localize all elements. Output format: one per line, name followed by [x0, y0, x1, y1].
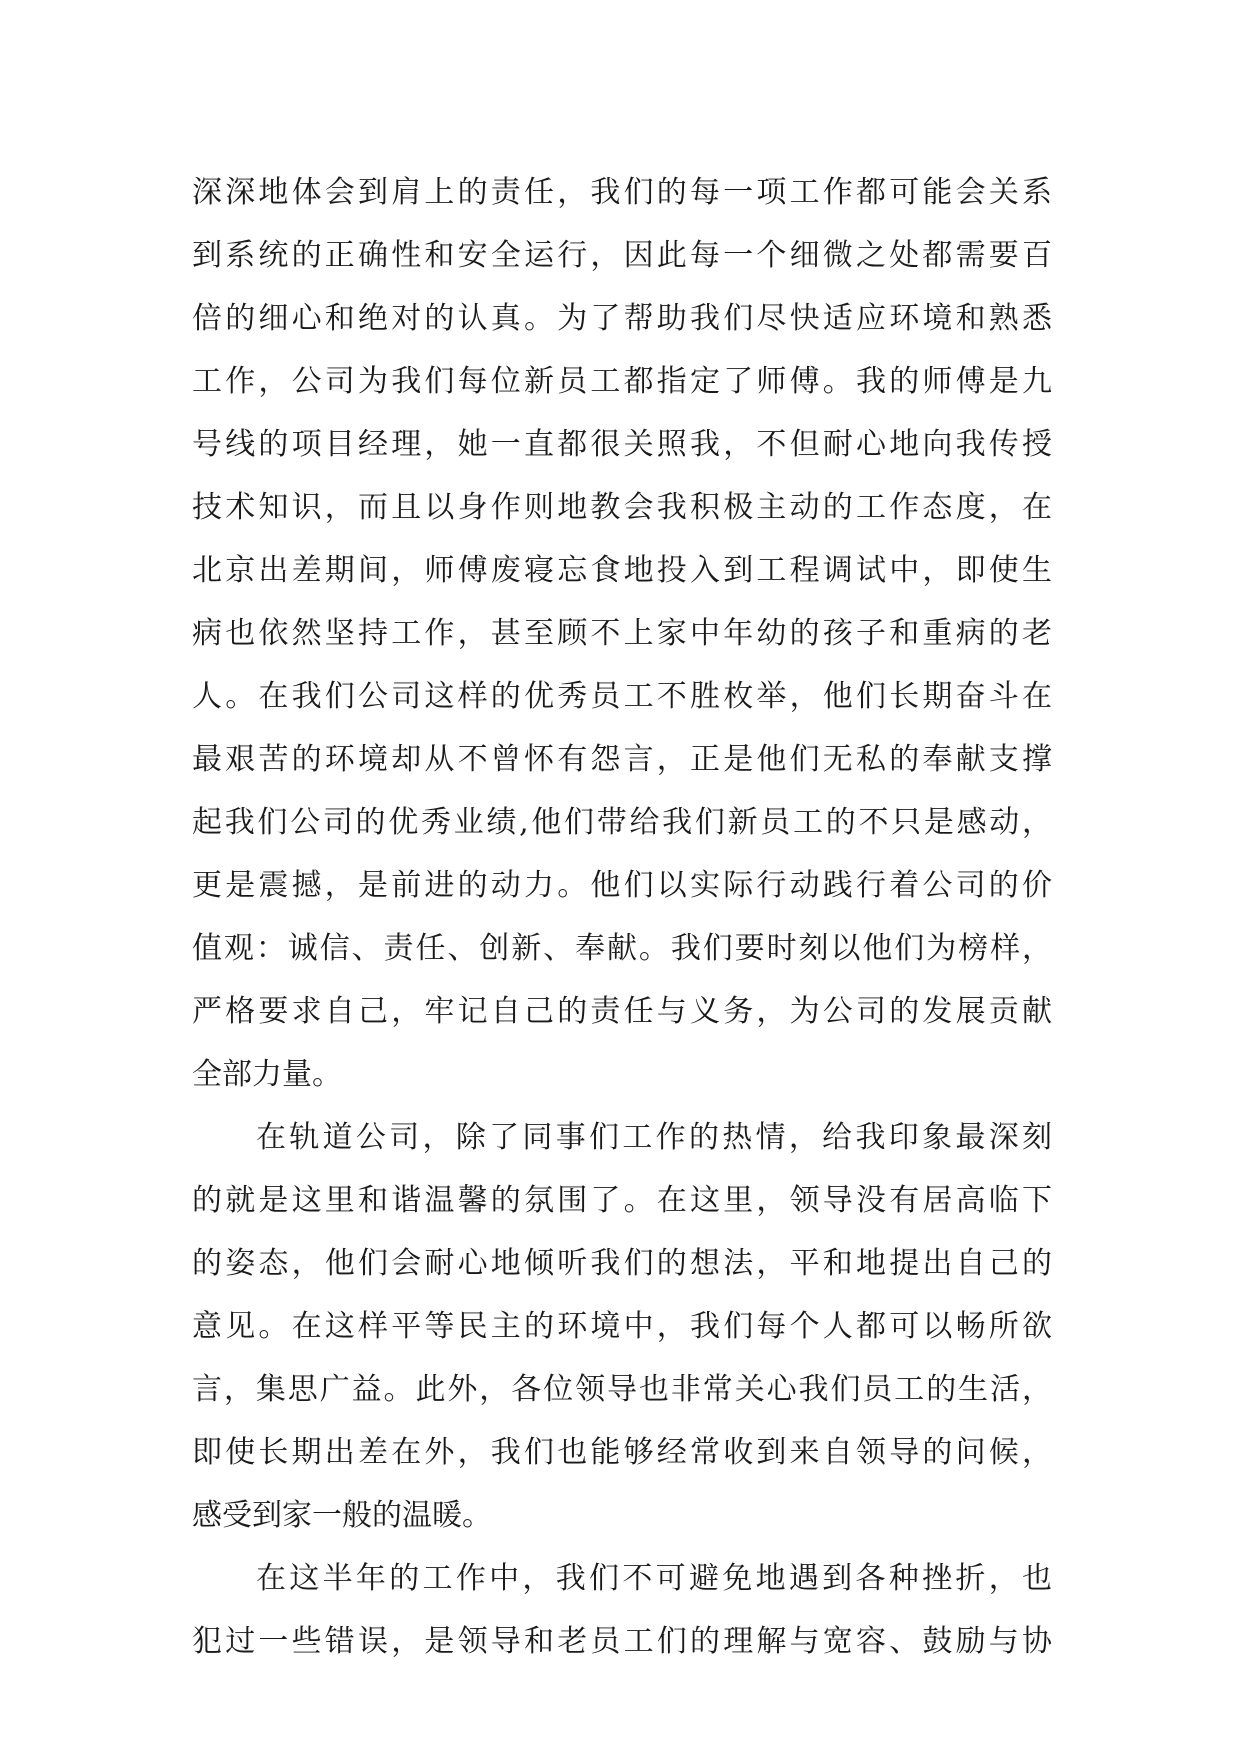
- text-line: 人。在我们公司这样的优秀员工不胜枚举，他们长期奋斗在: [192, 679, 1052, 714]
- text-line: 的姿态，他们会耐心地倾听我们的想法，平和地提出自己的: [192, 1246, 1052, 1281]
- text-line: 号线的项目经理，她一直都很关照我，不但耐心地向我传授: [192, 427, 1052, 462]
- text-line: 言，集思广益。此外，各位领导也非常关心我们员工的生活，: [192, 1372, 1052, 1407]
- text-line: 最艰苦的环境却从不曾怀有怨言，正是他们无私的奉献支撑: [192, 742, 1052, 777]
- text-line: 倍的细心和绝对的认真。为了帮助我们尽快适应环境和熟悉: [192, 301, 1052, 336]
- paragraph-first-line: 在这半年的工作中，我们不可避免地遇到各种挫折，也: [256, 1561, 1052, 1596]
- paragraph-first-line: 在轨道公司，除了同事们工作的热情，给我印象最深刻: [256, 1120, 1052, 1155]
- text-line: 的就是这里和谐温馨的氛围了。在这里，领导没有居高临下: [192, 1183, 1052, 1218]
- text-line: 犯过一些错误，是领导和老员工们的理解与宽容、鼓励与协: [192, 1624, 1052, 1659]
- text-line: 北京出差期间，师傅废寝忘食地投入到工程调试中，即使生: [192, 553, 1052, 588]
- text-line: 全部力量。: [192, 1057, 342, 1092]
- text-line: 更是震撼，是前进的动力。他们以实际行动践行着公司的价: [192, 868, 1052, 903]
- text-line: 技术知识，而且以身作则地教会我积极主动的工作态度，在: [192, 490, 1052, 525]
- text-line: 到系统的正确性和安全运行，因此每一个细微之处都需要百: [192, 238, 1052, 273]
- text-line: 即使长期出差在外，我们也能够经常收到来自领导的问候，: [192, 1435, 1052, 1470]
- text-line: 工作，公司为我们每位新员工都指定了师傅。我的师傅是九: [192, 364, 1052, 399]
- text-line: 病也依然坚持工作，甚至顾不上家中年幼的孩子和重病的老: [192, 616, 1052, 651]
- text-line: 值观：诚信、责任、创新、奉献。我们要时刻以他们为榜样，: [192, 931, 1052, 966]
- text-line: 感受到家一般的温暖。: [192, 1498, 492, 1533]
- text-line: 严格要求自己，牢记自己的责任与义务，为公司的发展贡献: [192, 994, 1052, 1029]
- text-line: 起我们公司的优秀业绩,他们带给我们新员工的不只是感动，: [192, 805, 1052, 840]
- text-line: 意见。在这样平等民主的环境中，我们每个人都可以畅所欲: [192, 1309, 1052, 1344]
- text-line: 深深地体会到肩上的责任，我们的每一项工作都可能会关系: [192, 175, 1052, 210]
- body-text: [192, 161, 1052, 1673]
